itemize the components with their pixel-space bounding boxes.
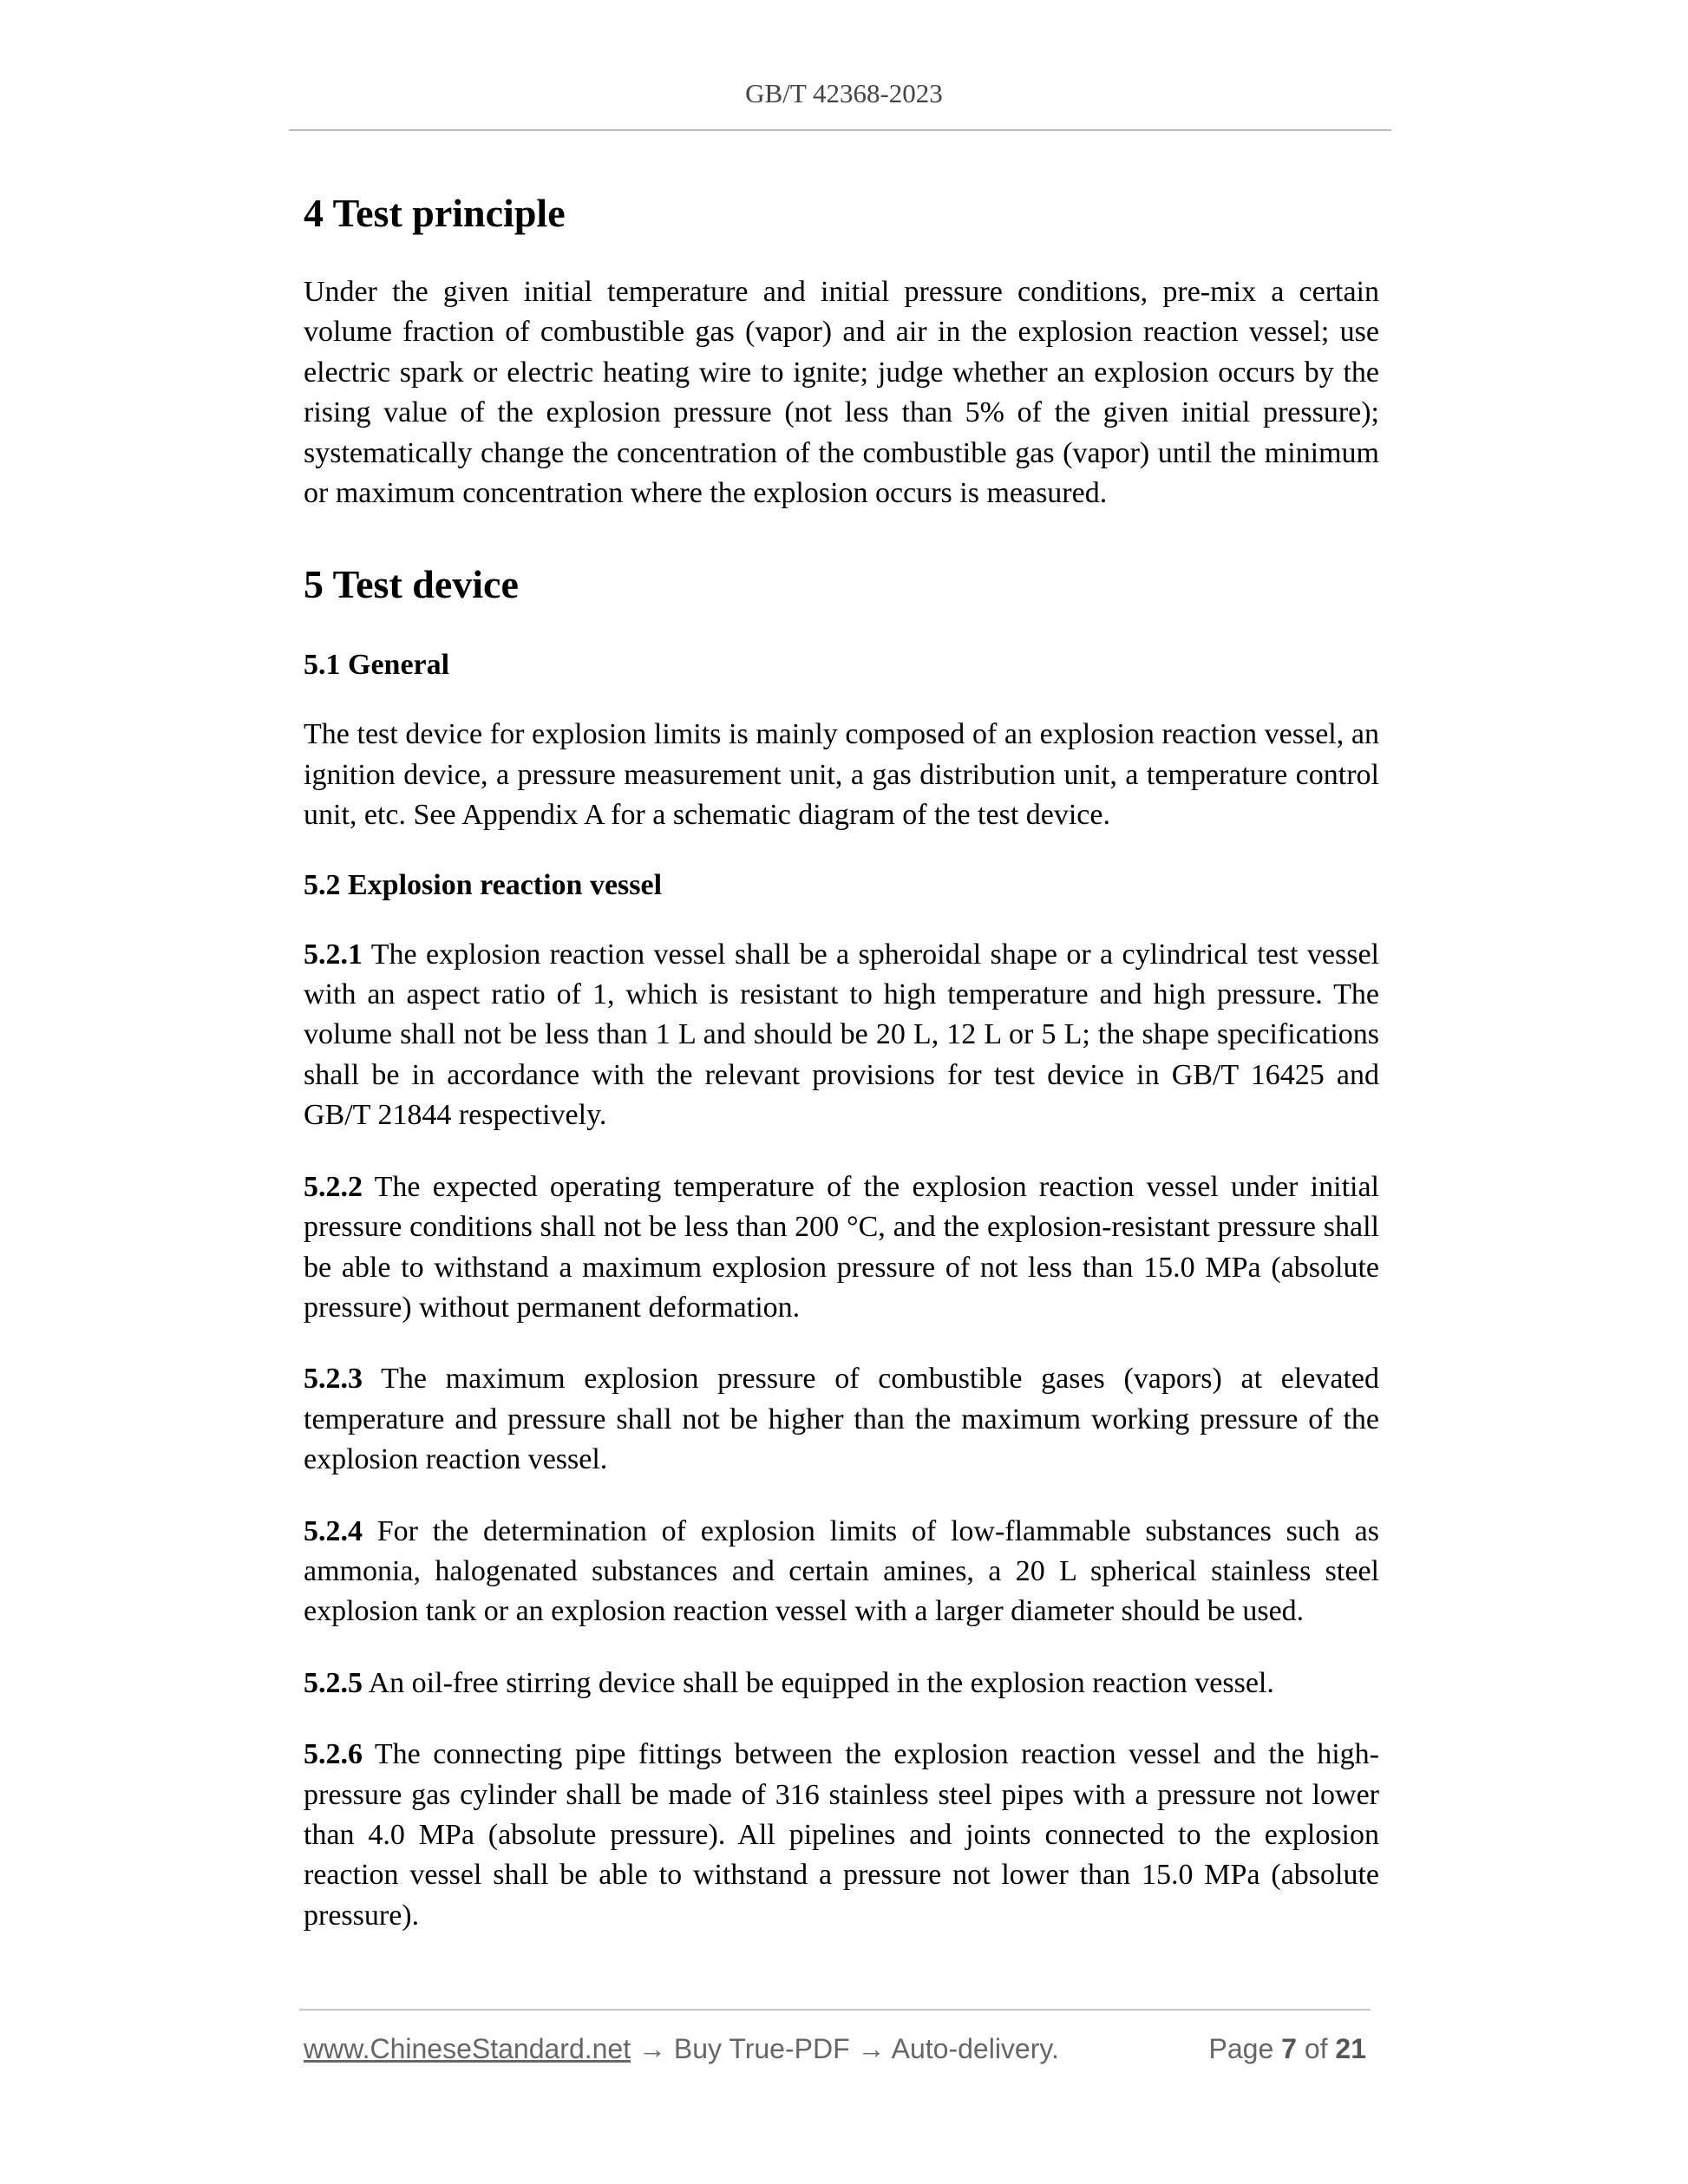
footer-divider (299, 2009, 1371, 2011)
clause-number: 5.2.3 (304, 1363, 363, 1396)
header-divider (289, 129, 1391, 131)
section-5-1-paragraph: The test device for explosion limits is mainly composed of an explosion reaction vessel, an ignition device, a pressure measurement unit, a gas distribution unit, a temperature control unit, etc. See Appendix A for a schematic diagram of the test device. (304, 718, 1379, 832)
clause-number: 5.2.4 (304, 1514, 363, 1547)
website-link[interactable]: www.ChineseStandard.net (304, 2033, 631, 2064)
clause-text: The explosion reaction vessel shall be a spheroidal shape or a cylindrical test vessel with an aspect ratio of 1, which is resistant to high temperature and high pressure. The volume shall not be less than 1 L and should be 20 L, 12 L or 5 L; the shape specifications shall be in accordance with the relevant provisions for test device in GB/T 16425 and GB/T 21844 respectively. (304, 938, 1379, 1132)
clause-text: The connecting pipe fittings between the explosion reaction vessel and the high-pressure gas cylinder shall be made of 316 stainless steel pipes with a pressure not lower than 4.0 MPa (absolute pressure). All pipelines and joints connected to the explosion reaction vessel shall be able to withstand a pressure not lower than 15.0 MPa (absolute pressure). (304, 1738, 1379, 1932)
page-indicator (1209, 2030, 1366, 2068)
section-4-heading: 4 Test principle (304, 191, 566, 235)
page-of-label: of (1304, 2033, 1328, 2064)
clause-5-2-2 (304, 1167, 1379, 1329)
section-5-heading: 5 Test device (304, 562, 519, 607)
document-id-header: GB/T 42368-2023 (745, 78, 943, 108)
section-5-2-heading: 5.2 Explosion reaction vessel (304, 868, 663, 901)
clause-text: An oil-free stirring device shall be equipped in the explosion reaction vessel. (363, 1666, 1274, 1699)
clause-number: 5.2.5 (304, 1666, 363, 1699)
clause-5-2-1 (304, 935, 1379, 1136)
page-label: Page (1208, 2033, 1274, 2064)
section-5-1-heading: 5.1 General (304, 649, 450, 682)
total-pages-number: 21 (1335, 2033, 1366, 2064)
clause-number: 5.2.1 (304, 938, 363, 971)
clause-text: The expected operating temperature of the explosion reaction vessel under initial pressure conditions shall not be less than 200 °C, and the explosion-resistant pressure shall be able to withstand a maximum explosion pressure of not less than 15.0 MPa (absolute pressure) without permanent deformation. (304, 1170, 1379, 1324)
clause-5-2-3 (304, 1359, 1379, 1480)
footer-promo-text: → Buy True-PDF → Auto-delivery. (631, 2033, 1059, 2064)
document-body (304, 173, 1379, 1936)
page-footer (304, 2030, 1371, 2068)
clause-5-2-6 (304, 1735, 1379, 1936)
clause-5-2-4 (304, 1512, 1379, 1632)
clause-number: 5.2.6 (304, 1738, 363, 1771)
clause-text: For the determination of explosion limits of low-flammable substances such as ammonia, halogenated substances and certain amines, a 20 L spherical stainless steel explosion tank or an explosion reaction vessel with a larger diameter should be used. (304, 1514, 1379, 1628)
clause-5-2-5 (304, 1664, 1379, 1703)
clause-text: The maximum explosion pressure of combustible gases (vapors) at elevated temperature and pressure shall not be higher than the maximum working pressure of the explosion reaction vessel. (304, 1363, 1379, 1476)
current-page-number: 7 (1281, 2033, 1297, 2064)
section-4-paragraph: Under the given initial temperature and initial pressure conditions, pre-mix a certain volume fraction of combustible gas (vapor) and air in the explosion reaction vessel; use electric spark or electric heating wire to ignite; judge whether an explosion occurs by the rising value of the explosion pressure (not less than 5% of the given initial pressure); systematically change the concentration of the combustible gas (vapor) until the minimum or maximum concentration where the explosion occurs is measured. (304, 276, 1379, 510)
clause-number: 5.2.2 (304, 1170, 363, 1203)
footer-promo (304, 2030, 1059, 2068)
